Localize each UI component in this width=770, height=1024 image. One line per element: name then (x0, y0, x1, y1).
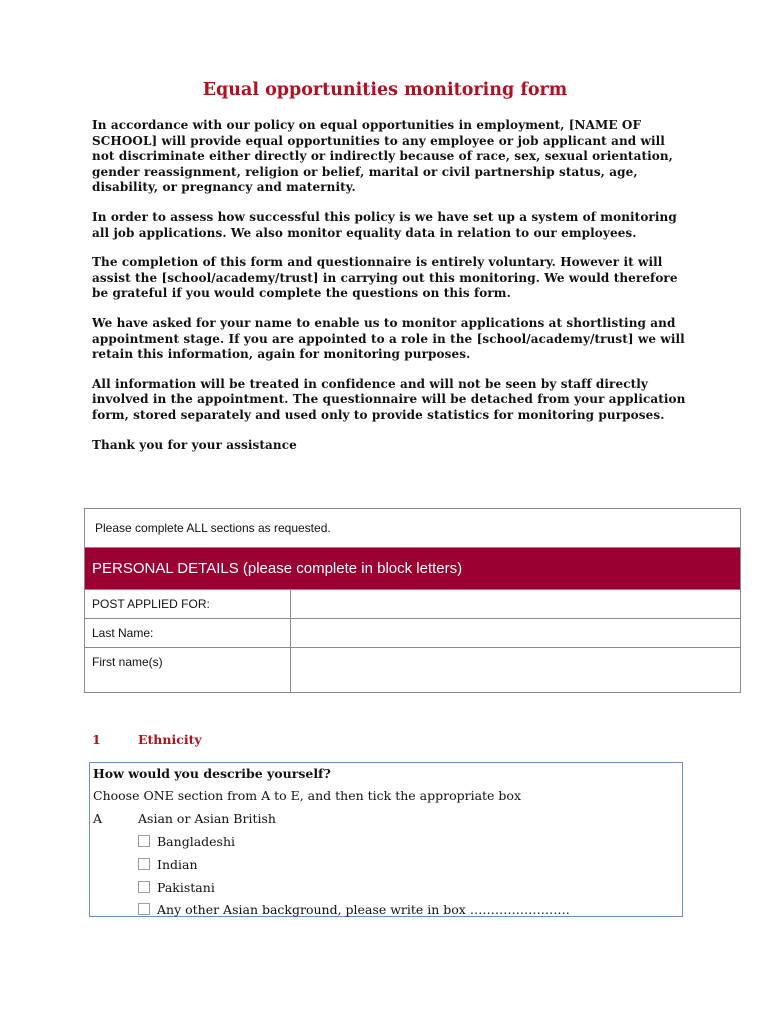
intro-paragraph-voluntary: The completion of this form and questionnaire is entirely voluntary. However it will assist the [school/academy/trust] in carrying out this monitoring. We would therefore be grateful if you would complete the questions on this form. (92, 255, 678, 301)
ethnicity-instruction: Choose ONE section from A to E, and then tick the appropriate box (93, 788, 522, 803)
personal-details-header: PERSONAL DETAILS (please complete in block letters) (85, 548, 741, 590)
option-other-asian[interactable] (138, 900, 570, 918)
checkbox-icon[interactable] (138, 858, 150, 870)
checkbox-icon[interactable] (138, 881, 150, 893)
intro-thanks: Thank you for your assistance (92, 437, 297, 452)
section-heading-ethnicity (92, 732, 202, 747)
option-bangladeshi[interactable] (138, 832, 235, 850)
ethnicity-question: How would you describe yourself? (93, 766, 331, 781)
intro-paragraph-confidence: All information will be treated in confidence and will not be seen by staff directly involved in the appointment. The questionnaire will be detached from your application form, stored separately and used only to provide statistics for monitoring purposes. (92, 376, 686, 422)
option-indian[interactable] (138, 855, 198, 873)
last-name-label: Last Name: (85, 619, 291, 648)
option-label: Any other Asian background, please write in box …………………… (157, 901, 570, 917)
group-name: Asian or Asian British (138, 811, 276, 826)
first-names-label: First name(s) (85, 648, 291, 693)
checkbox-icon[interactable] (138, 903, 150, 915)
last-name-field[interactable] (291, 619, 741, 648)
group-letter: A (93, 811, 103, 826)
checkbox-icon[interactable] (138, 835, 150, 847)
intro-text (92, 118, 687, 467)
section-number: 1 (92, 732, 101, 747)
intro-paragraph-name: We have asked for your name to enable us to monitor applications at shortlisting and appointment stage. If you are appointed to a role in the [school/academy/trust] we will retain this information, again for monitoring purposes. (92, 315, 685, 362)
personal-details-table (84, 508, 741, 693)
ethnicity-box (89, 762, 683, 917)
section-title: Ethnicity (138, 732, 202, 747)
option-label: Bangladeshi (157, 833, 236, 849)
post-applied-field[interactable] (291, 590, 741, 619)
complete-all-notice: Please complete ALL sections as requested. (85, 509, 741, 548)
intro-paragraph-monitoring: In order to assess how successful this policy is we have set up a system of monitoring all job applications. We also monitor equality data in relation to our employees. (92, 209, 677, 240)
option-label: Pakistani (157, 879, 215, 895)
first-names-field[interactable] (291, 648, 741, 693)
post-applied-label: POST APPLIED FOR: (85, 590, 291, 619)
form-title: Equal opportunities monitoring form (202, 80, 568, 100)
intro-paragraph-policy: In accordance with our policy on equal opportunities in employment, [NAME OF SCHOOL] will provide equal opportunities to any employee or job applicant and will not discriminate either directly or indirectly because of race, sex, sexual orientation, gender reassignment, religion or belief, marital or civil partnership status, age, disability, or pregnancy and maternity. (92, 118, 673, 195)
option-label: Indian (157, 856, 198, 872)
option-pakistani[interactable] (138, 878, 215, 896)
